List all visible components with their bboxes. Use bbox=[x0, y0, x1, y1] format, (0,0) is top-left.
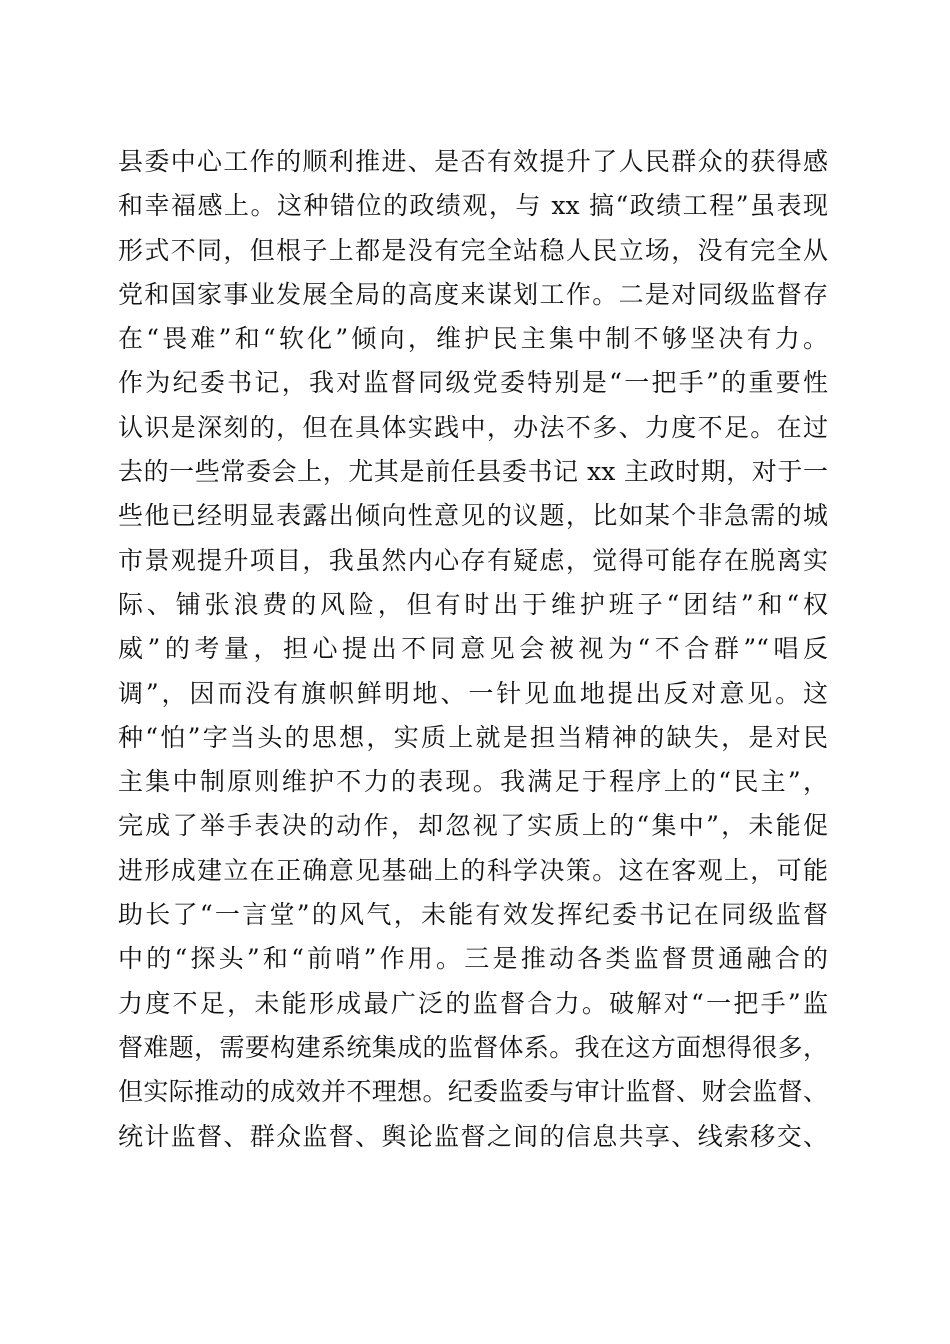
text-line: 威”的考量，担心提出不同意见会被视为“不合群”“唱反 bbox=[118, 634, 828, 664]
text-line: 在“畏难”和“软化”倾向，维护民主集中制不够坚决有力。 bbox=[118, 324, 828, 354]
text-line: 助长了“一言堂”的风气，未能有效发挥纪委书记在同级监督 bbox=[118, 900, 828, 930]
text-line: 中的“探头”和“前哨”作用。三是推动各类监督贯通融合的 bbox=[118, 944, 828, 974]
text-line: 党和国家事业发展全局的高度来谋划工作。二是对同级监督存 bbox=[118, 279, 828, 309]
text-line: 调”，因而没有旗帜鲜明地、一针见血地提出反对意见。这 bbox=[118, 678, 828, 708]
text-line: 形式不同，但根子上都是没有完全站稳人民立场，没有完全从 bbox=[118, 235, 828, 265]
text-line: 些他已经明显表露出倾向性意见的议题，比如某个非急需的城 bbox=[118, 501, 828, 531]
text-line: 作为纪委书记，我对监督同级党委特别是“一把手”的重要性 bbox=[118, 368, 828, 398]
text-line: 但实际推动的成效并不理想。纪委监委与审计监督、财会监督、 bbox=[118, 1077, 828, 1107]
text-line: 督难题，需要构建系统集成的监督体系。我在这方面想得很多， bbox=[118, 1032, 828, 1062]
text-line: 完成了举手表决的动作，却忽视了实质上的“集中”，未能促 bbox=[118, 811, 828, 841]
text-line: 市景观提升项目，我虽然内心存有疑虑，觉得可能存在脱离实 bbox=[118, 545, 828, 575]
text-line: 去的一些常委会上，尤其是前任县委书记 xx 主政时期，对于一 bbox=[118, 457, 828, 487]
text-line: 主集中制原则维护不力的表现。我满足于程序上的“民主”， bbox=[118, 767, 828, 797]
text-line: 力度不足，未能形成最广泛的监督合力。破解对“一把手”监 bbox=[118, 988, 828, 1018]
text-line: 统计监督、群众监督、舆论监督之间的信息共享、线索移交、 bbox=[118, 1121, 828, 1151]
text-line: 种“怕”字当头的思想，实质上就是担当精神的缺失，是对民 bbox=[118, 722, 828, 752]
text-line: 和幸福感上。这种错位的政绩观，与 xx 搞“政绩工程”虽表现 bbox=[118, 191, 828, 221]
body-text bbox=[118, 140, 838, 1159]
text-line: 际、铺张浪费的风险，但有时出于维护班子“团结”和“权 bbox=[118, 589, 828, 619]
text-line: 县委中心工作的顺利推进、是否有效提升了人民群众的获得感 bbox=[118, 147, 828, 176]
text-line: 进形成建立在正确意见基础上的科学决策。这在客观上，可能 bbox=[118, 855, 828, 885]
text-line: 认识是深刻的，但在具体实践中，办法不多、力度不足。在过 bbox=[118, 412, 828, 442]
